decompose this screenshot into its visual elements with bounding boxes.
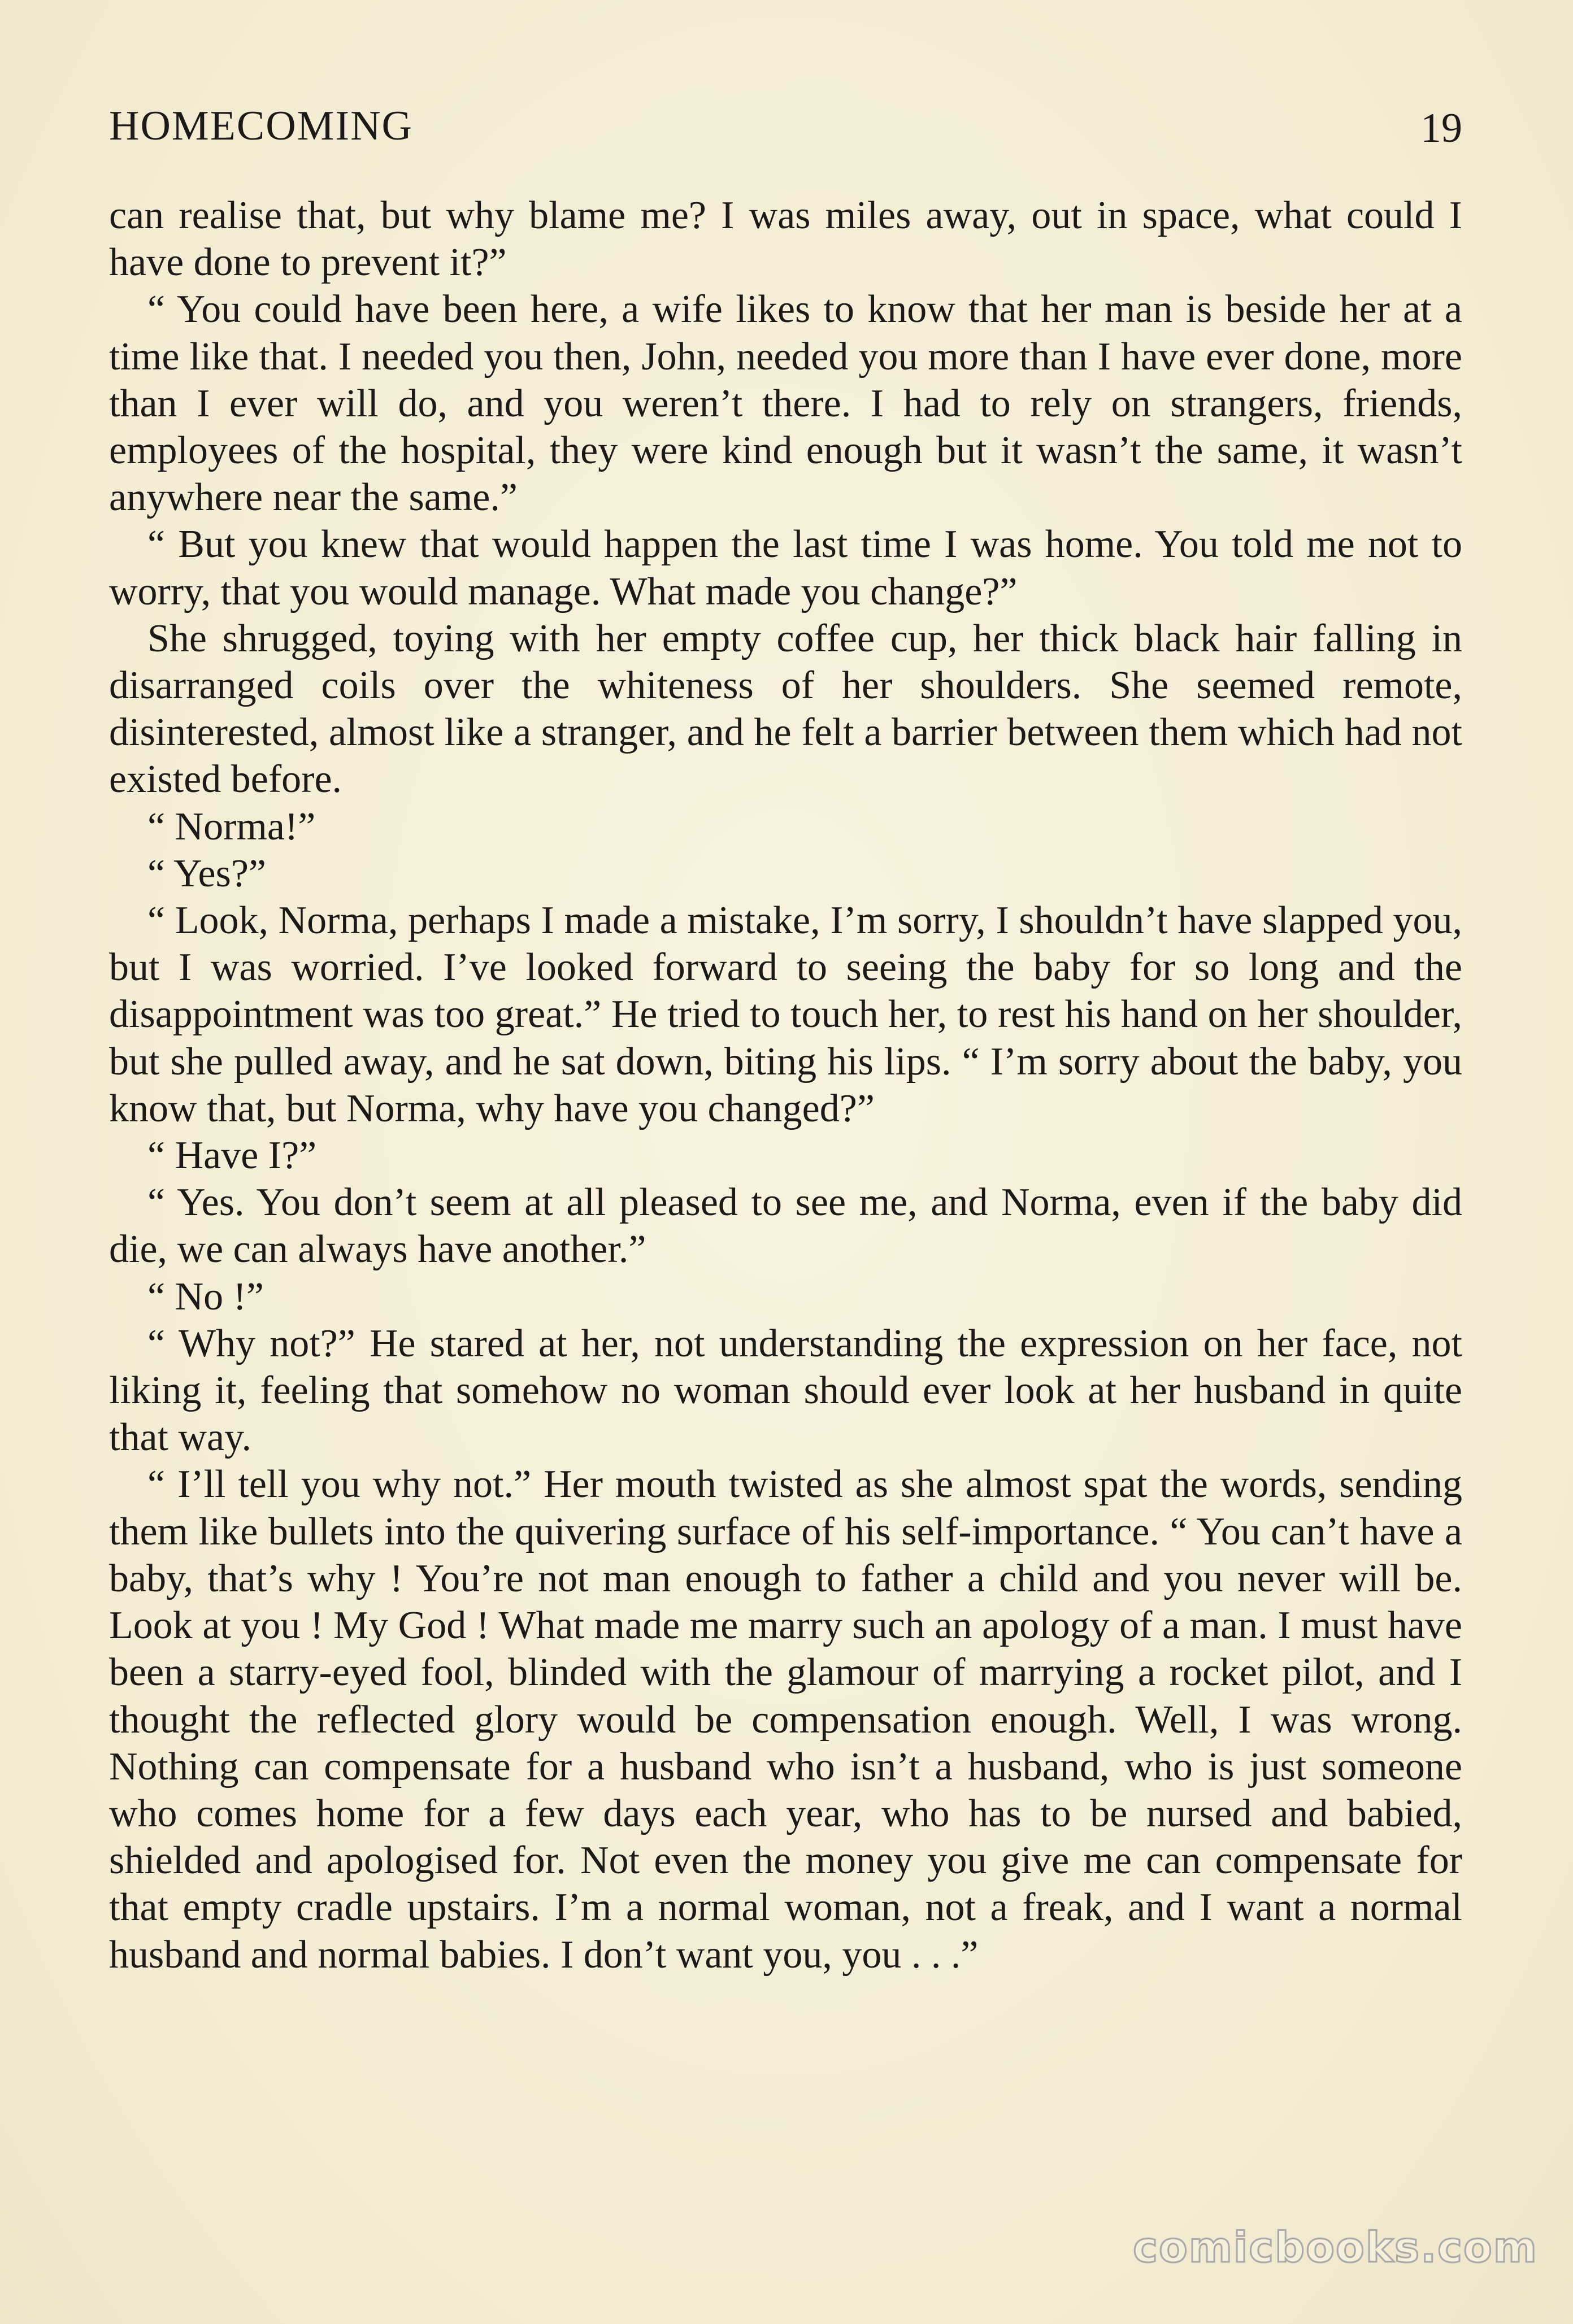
paragraph: “ Have I?” (147, 1134, 317, 1178)
paragraph: “ No !” (147, 1274, 264, 1318)
paragraph: “ Norma!” (147, 804, 316, 848)
paragraph: “ Yes?” (147, 851, 266, 895)
paragraph: “ Yes. You don’t seem at all pleased to see me, and Norma, even if the baby did die, we can always have another.” (109, 1181, 1462, 1272)
paragraph-continuation: can realise that, but why blame me? I was miles away, out in space, what could I have done to prevent it?” (109, 194, 1462, 285)
paragraph: “ Look, Norma, perhaps I made a mistake, I’m sorry, I shouldn’t have slapped you, but I was worried. I’ve looked forward to seeing the baby for so long and the disappointment was too great.” He tried to touch her, to rest his hand on her shoulder, but she pulled away, and he sat down, biting his lips. “ I’m sorry about the baby, you know that, but Norma, why have you changed?” (109, 899, 1462, 1130)
watermark: comicbooks.com (1133, 2223, 1538, 2272)
paragraph: “ Why not?” He stared at her, not understanding the expression on her face, not liking it, feeling that somehow no woman should ever look at her husband in quite that way. (109, 1321, 1462, 1460)
body-text (109, 192, 1462, 1978)
paragraph: “ I’ll tell you why not.” Her mouth twisted as she almost spat the words, sending them like bullets into the quivering surface of his self-importance. “ You can’t have a baby, that’s why ! You’re not man enough to father a child and you never will be. Look at you ! My God ! What made me marry such an apology of a man. I must have been a starry-eyed fool, blinded with the glamour of marrying a rocket pilot, and I thought the reflected glory would be compensation enough. Well, I was wrong. Nothing can compensate for a husband who isn’t a husband, who is just someone who comes home for a few days each year, who has to be nursed and babied, shielded and apologised for. Not even the money you give me can compensate for that empty cradle upstairs. I’m a normal woman, not a freak, and I want a normal husband and normal babies. I don’t want you, you . . .” (109, 1463, 1462, 1977)
paragraph: “ But you knew that would happen the last time I was home. You told me not to worry, that you would manage. What made you change?” (109, 523, 1462, 613)
paragraph: “ You could have been here, a wife likes to know that her man is beside her at a time like that. I needed you then, John, needed you more than I have ever done, more than I ever will do, and you weren’t there. I had to rely on strangers, friends, employees of the hospital, they were kind enough but it wasn’t the same, it wasn’t anywhere near the same.” (109, 288, 1462, 520)
page-number: 19 (1420, 105, 1462, 151)
page-header (109, 95, 1462, 157)
paragraph: She shrugged, toying with her empty coffee cup, her thick black hair falling in disarranged coils over the whiteness of her shoulders. She seemed remote, disinterested, almost like a stranger, and he felt a barrier between them which had not existed before. (109, 616, 1462, 802)
running-head: HOMECOMING (109, 103, 413, 149)
